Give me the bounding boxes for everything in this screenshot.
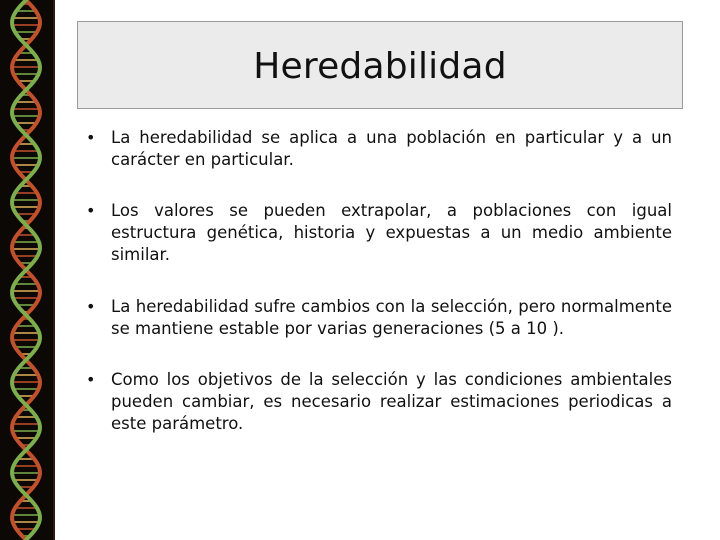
bullet-text: La heredabilidad sufre cambios con la selección, pero normalmente se mantiene estable por varias generaciones (5 a 10 ). [111, 297, 672, 338]
title-box [77, 21, 683, 109]
bullet-item [86, 296, 672, 340]
bullet-marker: • [86, 370, 96, 389]
bullet-list [86, 127, 672, 435]
bullet-item [86, 127, 672, 171]
bullet-text: Como los objetivos de la selección y las condiciones ambientales pueden cambiar, es necesario realizar estimaciones periodicas a este parámetro. [111, 370, 672, 433]
bullet-text: La heredabilidad se aplica a una población en particular y a un carácter en particular. [111, 128, 672, 169]
bullet-item [86, 200, 672, 266]
dna-helix-decoration [0, 0, 55, 540]
bullet-item [86, 369, 672, 435]
bullet-marker: • [86, 128, 96, 147]
dna-helix-icon [0, 0, 55, 540]
strip-divider [53, 0, 55, 540]
slide-title: Heredabilidad [253, 45, 507, 87]
bullet-text: Los valores se pueden extrapolar, a poblaciones con igual estructura genética, historia y expuestas a un medio ambiente similar. [111, 201, 672, 264]
bullet-marker: • [86, 297, 96, 316]
bullet-marker: • [86, 201, 96, 220]
